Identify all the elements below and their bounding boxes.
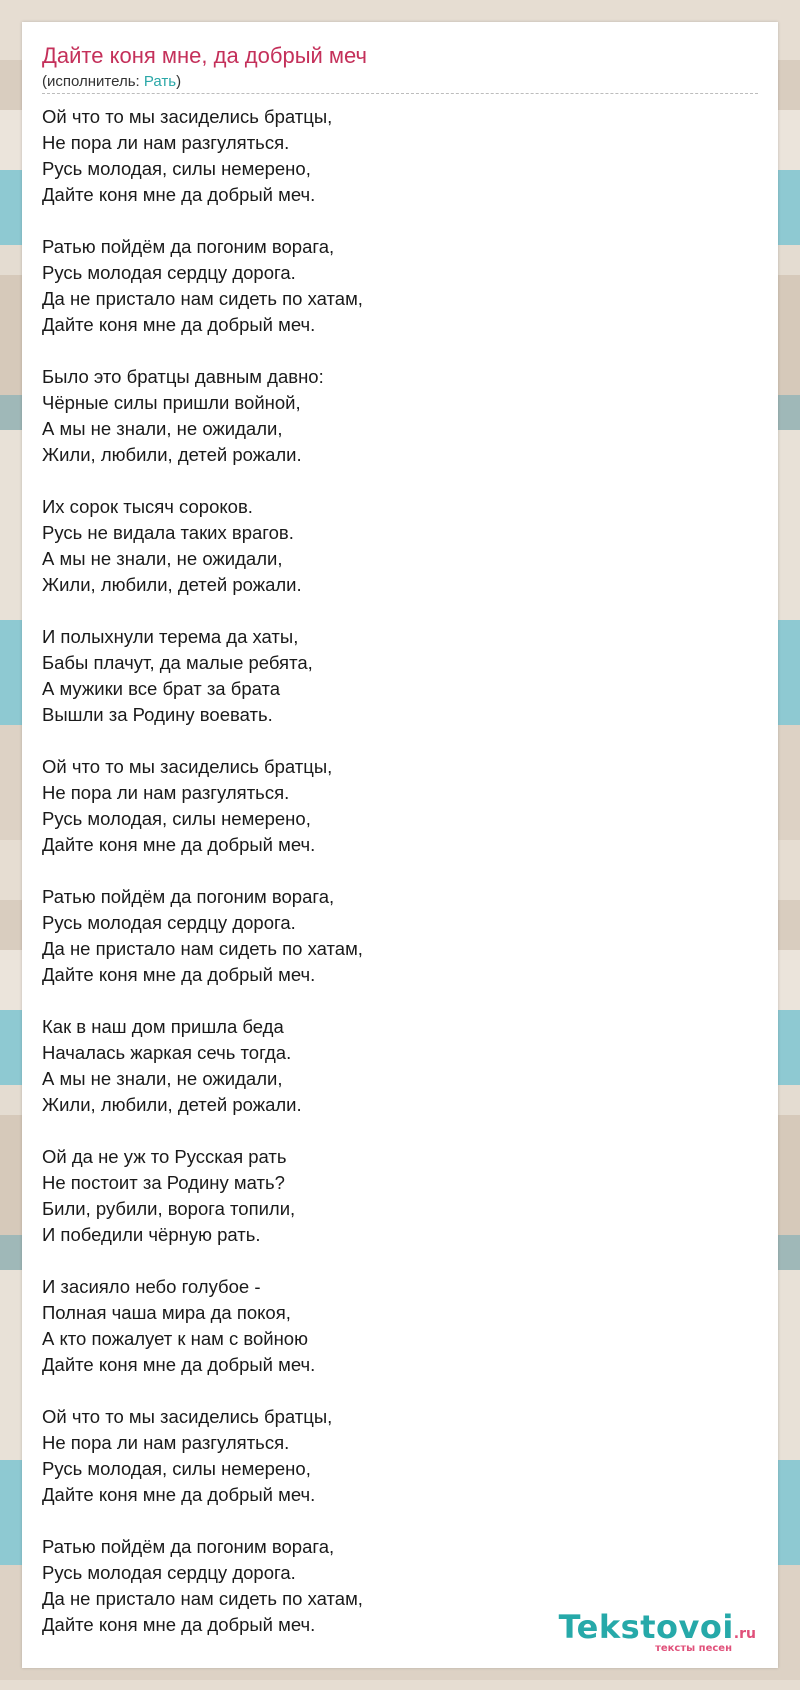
lyrics-line: Вышли за Родину воевать. [42,704,273,725]
lyrics-text [42,104,758,1664]
lyrics-line: Не пора ли нам разгуляться. [42,782,290,803]
lyrics-line: А мы не знали, не ожидали, [42,1068,283,1089]
lyrics-line: И победили чёрную рать. [42,1224,261,1245]
lyrics-stanza [42,754,758,858]
lyrics-line: Русь молодая, силы немерено, [42,158,311,179]
artist-suffix: ) [176,73,182,90]
lyrics-line: А кто пожалует к нам с войною [42,1328,308,1349]
dashed-divider [42,93,758,94]
lyrics-stanza [42,1014,758,1118]
logo-tagline: тексты песен [655,1643,732,1654]
lyrics-stanza [42,234,758,338]
lyrics-line: И засияло небо голубое - [42,1276,261,1297]
lyrics-stanza [42,1404,758,1508]
lyrics-line: Полная чаша мира да покоя, [42,1302,291,1323]
lyrics-line: Как в наш дом пришла беда [42,1016,284,1037]
lyrics-line: Не постоит за Родину мать? [42,1172,285,1193]
lyrics-line: А мы не знали, не ожидали, [42,418,283,439]
lyrics-line: Да не пристало нам сидеть по хатам, [42,938,363,959]
lyrics-line: А мужики все брат за брата [42,678,281,699]
lyrics-stanza [42,494,758,598]
lyrics-line: Русь молодая сердцу дорога. [42,262,296,283]
song-title: Дайте коня мне, да добрый меч [42,43,368,68]
lyrics-line: Жили, любили, детей рожали. [42,1094,302,1115]
logo-tld: .ru [733,1626,756,1642]
site-logo[interactable] [558,1608,756,1654]
lyrics-line: Да не пристало нам сидеть по хатам, [42,288,363,309]
lyrics-line: А мы не знали, не ожидали, [42,548,283,569]
lyrics-stanza [42,364,758,468]
lyrics-line: Дайте коня мне да добрый меч. [42,1614,316,1635]
lyrics-line: Началась жаркая сечь тогда. [42,1042,292,1063]
artist-link[interactable]: Рать [143,73,177,90]
lyrics-line: Ой да не уж то Русская рать [42,1146,287,1167]
lyrics-line: Не пора ли нам разгуляться. [42,132,290,153]
lyrics-line: Ратью пойдём да погоним ворага, [42,1536,335,1557]
lyrics-line: Дайте коня мне да добрый меч. [42,314,316,335]
lyrics-line: Русь молодая, силы немерено, [42,808,311,829]
lyrics-line: И полыхнули терема да хаты, [42,626,299,647]
lyrics-line: Ратью пойдём да погоним ворага, [42,886,335,907]
lyrics-line: Русь молодая сердцу дорога. [42,1562,296,1583]
lyrics-line: Русь не видала таких врагов. [42,522,294,543]
lyrics-line: Чёрные силы пришли войной, [42,392,301,413]
lyrics-stanza [42,884,758,988]
lyrics-line: Да не пристало нам сидеть по хатам, [42,1588,363,1609]
lyrics-line: Ой что то мы засиделись братцы, [42,106,333,127]
artist-line [42,72,181,92]
lyrics-line: Не пора ли нам разгуляться. [42,1432,290,1453]
logo-name: Tekstovoi [558,1608,734,1646]
lyrics-line: Было это братцы давным давно: [42,366,324,387]
lyrics-stanza [42,1144,758,1248]
lyrics-stanza [42,1274,758,1378]
lyrics-line: Жили, любили, детей рожали. [42,444,302,465]
lyrics-line: Ой что то мы засиделись братцы, [42,1406,333,1427]
lyrics-line: Их сорок тысяч сороков. [42,496,253,517]
lyrics-line: Жили, любили, детей рожали. [42,574,302,595]
lyrics-line: Ратью пойдём да погоним ворага, [42,236,335,257]
lyrics-card [22,22,778,1668]
lyrics-line: Дайте коня мне да добрый меч. [42,964,316,985]
lyrics-line: Дайте коня мне да добрый меч. [42,834,316,855]
lyrics-line: Дайте коня мне да добрый меч. [42,1354,316,1375]
lyrics-line: Дайте коня мне да добрый меч. [42,1484,316,1505]
lyrics-line: Били, рубили, ворога топили, [42,1198,296,1219]
lyrics-line: Русь молодая сердцу дорога. [42,912,296,933]
lyrics-line: Дайте коня мне да добрый меч. [42,184,316,205]
lyrics-line: Русь молодая, силы немерено, [42,1458,311,1479]
lyrics-stanza [42,624,758,728]
lyrics-line: Ой что то мы засиделись братцы, [42,756,333,777]
artist-prefix: (исполнитель: [42,73,144,90]
lyrics-stanza [42,104,758,208]
lyrics-line: Бабы плачут, да малые ребята, [42,652,313,673]
